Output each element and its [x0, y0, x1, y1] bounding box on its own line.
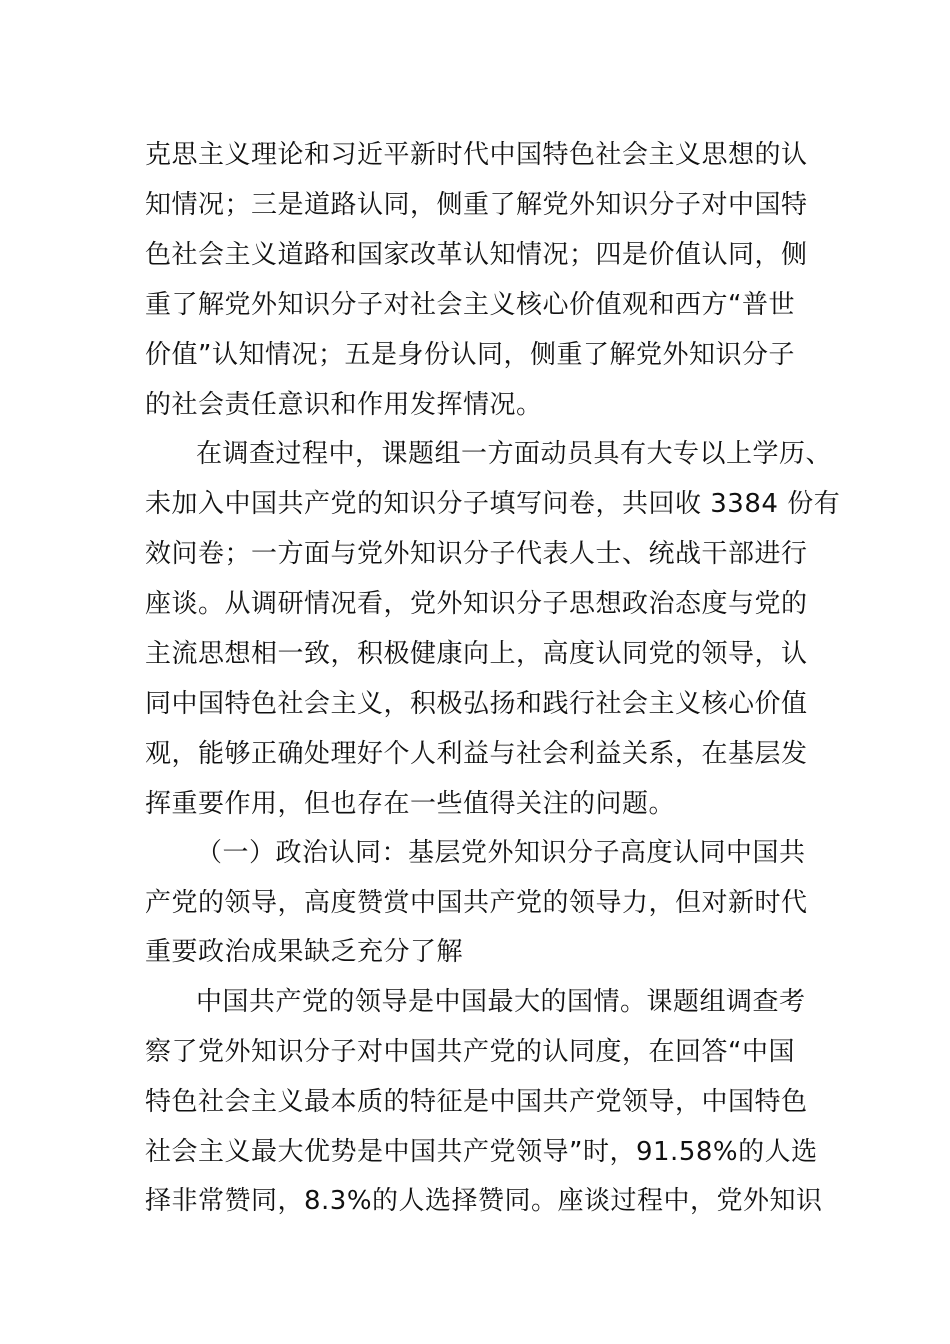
text-line: 座谈。从调研情况看，党外知识分子思想政治态度与党的: [145, 589, 808, 619]
text-line: 重了解党外知识分子对社会主义核心价值观和西方“普世: [145, 290, 795, 320]
text-line: 效问卷；一方面与党外知识分子代表人士、统战干部进行: [145, 539, 808, 569]
text-line: 主流思想相一致，积极健康向上，高度认同党的领导，认: [145, 639, 808, 669]
text-line: 挥重要作用，但也存在一些值得关注的问题。: [145, 789, 676, 819]
text-line: 同中国特色社会主义，积极弘扬和践行社会主义核心价值: [145, 689, 808, 719]
text-line: 知情况；三是道路认同，侧重了解党外知识分子对中国特: [145, 190, 808, 220]
text-line: 在调查过程中，课题组一方面动员具有大专以上学历、: [196, 439, 833, 469]
text-line: 色社会主义道路和国家改革认知情况；四是价值认同，侧: [145, 240, 808, 270]
text-line: 择非常赞同，8.3%的人选择赞同。座谈过程中，党外知识: [145, 1186, 823, 1216]
text-line: 的社会责任意识和作用发挥情况。: [145, 390, 543, 420]
section-heading-line: 重要政治成果缺乏充分了解: [145, 937, 464, 967]
text-line: 特色社会主义最本质的特征是中国共产党领导，中国特色: [145, 1087, 808, 1117]
section-heading-line: 产党的领导，高度赞赏中国共产党的领导力，但对新时代: [145, 888, 808, 918]
text-line: 价值”认知情况；五是身份认同，侧重了解党外知识分子: [145, 340, 795, 370]
text-line: 观，能够正确处理好个人利益与社会利益关系，在基层发: [145, 739, 808, 769]
text-line: 克思主义理论和习近平新时代中国特色社会主义思想的认: [145, 140, 808, 170]
text-line: 中国共产党的领导是中国最大的国情。课题组调查考: [196, 987, 806, 1017]
section-heading-line: （一）政治认同：基层党外知识分子高度认同中国共: [196, 838, 806, 868]
text-line: 社会主义最大优势是中国共产党领导”时，91.58%的人选: [145, 1137, 818, 1167]
text-line: 察了党外知识分子对中国共产党的认同度，在回答“中国: [145, 1037, 795, 1067]
text-line: 未加入中国共产党的知识分子填写问卷，共回收 3384 份有: [145, 489, 841, 519]
